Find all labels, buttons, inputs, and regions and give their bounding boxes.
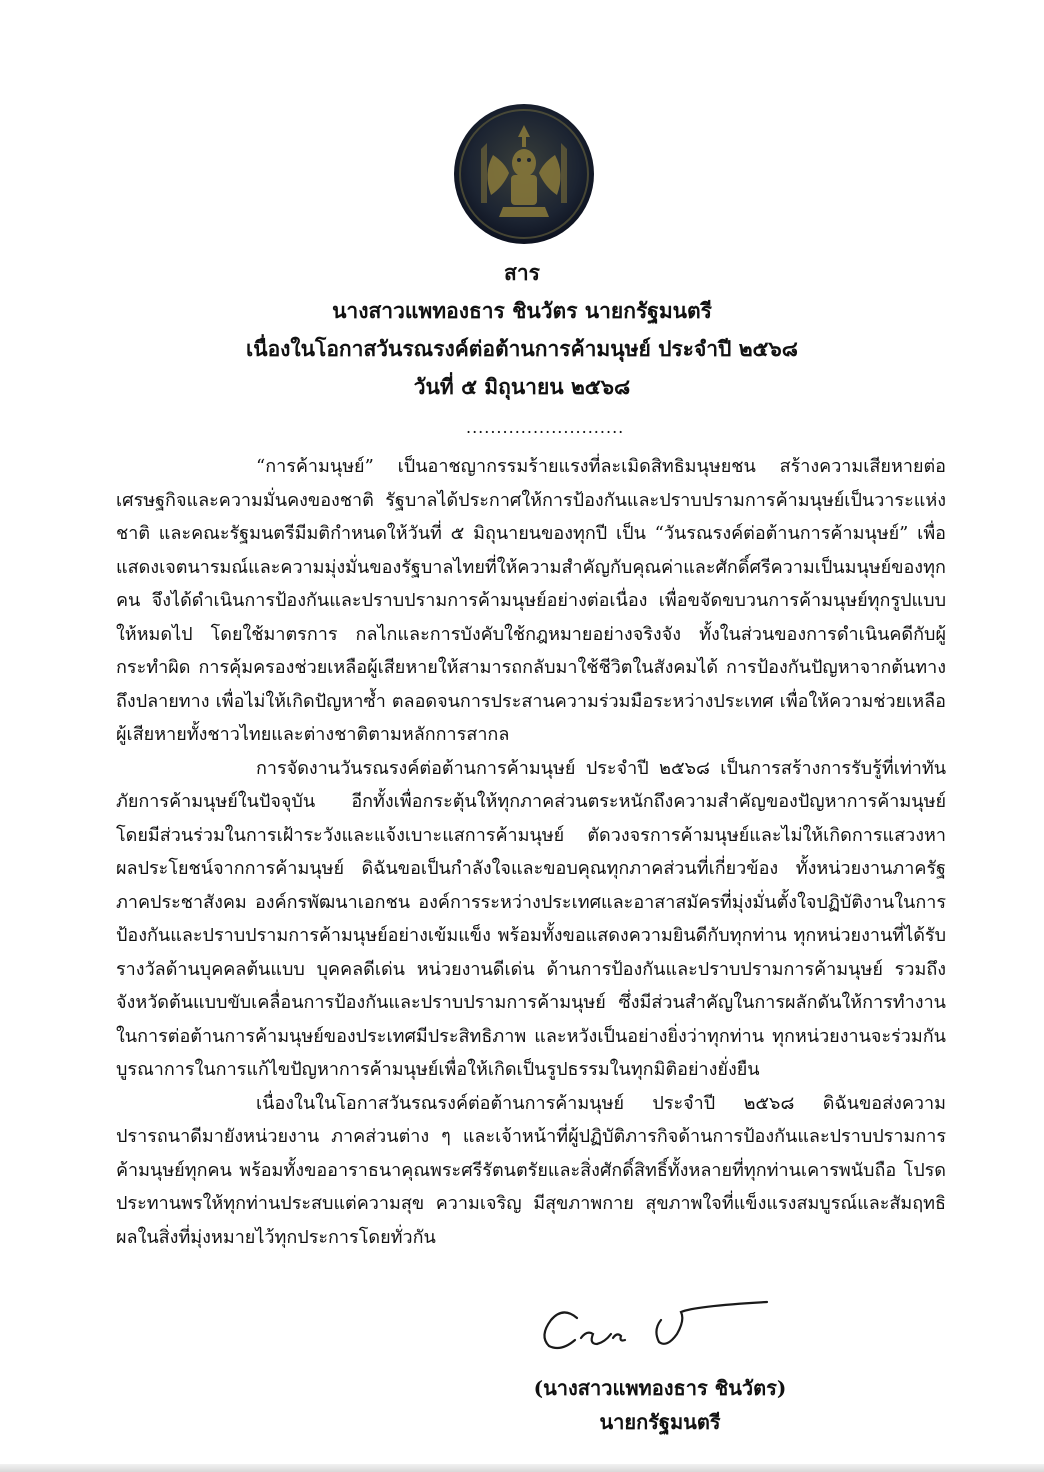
paragraph-text: เนื่องในในโอกาสวันรณรงค์ต่อต้านการค้ามนุษย์ ประจำปี ๒๕๖๘ ดิฉันขอส่งความปรารถนาดีมายังหน่วยงาน ภาคส่วนต่าง ๆ และเจ้าหน้าที่ผู้ปฏิบัติภารกิจด้านการป้องกันและปราบปรามการค้ามนุษย์ทุกคน พร้อมทั้งขออาราธนาคุณพระศรีรัตนตรัยและสิ่งศักดิ์สิทธิ์ทั้งหลายที่ทุกท่านเคารพนับถือ โปรดประทานพรให้ทุกท่านประสบแต่ความสุข ความเจริญ มีสุขภาพกาย สุขภาพใจที่แข็งแรงสมบูรณ์และสัมฤทธิผลในสิ่งที่มุ่งหมายไว้ทุกประการโดยทั่วกัน bbox=[116, 1092, 946, 1248]
paragraph-text: “การค้ามนุษย์” เป็นอาชญากรรมร้ายแรงที่ละเมิดสิทธิมนุษยชน สร้างความเสียหายต่อเศรษฐกิจและความมั่นคงของชาติ รัฐบาลได้ประกาศให้การป้องกันและปราบปรามการค้ามนุษย์เป็นวาระแห่งชาติ และคณะรัฐมนตรีมีมติกำหนดให้วันที่ ๕ มิถุนายนของทุกปี เป็น “วันรณรงค์ต่อต้านการค้ามนุษย์” เพื่อแสดงเจตนารมณ์และความมุ่งมั่นของรัฐบาลไทยที่ให้ความสำคัญกับคุณค่าและศักดิ์ศรีความเป็นมนุษย์ของทุกคน จึงได้ดำเนินการป้องกันและปราบปรามการค้ามนุษย์อย่างต่อเนื่อง เพื่อขจัดขบวนการค้ามนุษย์ทุกรูปแบบให้หมดไป โดยใช้มาตรการ กลไกและการบังคับใช้กฎหมายอย่างจริงจัง ทั้งในส่วนของการดำเนินคดีกับผู้กระทำผิด การคุ้มครองช่วยเหลือผู้เสียหายให้สามารถกลับมาใช้ชีวิตในสังคมได้ การป้องกันปัญหาจากต้นทางถึงปลายทาง เพื่อไม่ให้เกิดปัญหาซ้ำ ตลอดจนการประสานความร่วมมือระหว่างประเทศ เพื่อให้ความช่วยเหลือผู้เสียหายทั้งชาวไทยและต่างชาติตามหลักการสากล bbox=[116, 456, 946, 745]
paragraph-text: การจัดงานวันรณรงค์ต่อต้านการค้ามนุษย์ ประจำปี ๒๕๖๘ เป็นการสร้างการรับรู้ที่เท่าทันภัยการค้ามนุษย์ในปัจจุบัน อีกทั้งเพื่อกระตุ้นให้ทุกภาคส่วนตระหนักถึงความสำคัญของปัญหาการค้ามนุษย์ โดยมีส่วนร่วมในการเฝ้าระวังและแจ้งเบาะแสการค้ามนุษย์ ตัดวงจรการค้ามนุษย์และไม่ให้เกิดการแสวงหาผลประโยชน์จากการค้ามนุษย์ ดิฉันขอเป็นกำลังใจและขอบคุณทุกภาคส่วนที่เกี่ยวข้อง ทั้งหน่วยงานภาครัฐ ภาคประชาสังคม องค์กรพัฒนาเอกชน องค์การระหว่างประเทศและอาสาสมัครที่มุ่งมั่นตั้งใจปฏิบัติงานในการป้องกันและปราบปรามการค้ามนุษย์อย่างเข้มแข็ง พร้อมทั้งขอแสดงความยินดีกับทุกท่าน ทุกหน่วยงานที่ได้รับรางวัลด้านบุคคลต้นแบบ บุคคลดีเด่น หน่วยงานดีเด่น ด้านการป้องกันและปราบปรามการค้ามนุษย์ รวมถึงจังหวัดต้นแบบขับเคลื่อนการป้องกันและปราบปรามการค้ามนุษย์ ซึ่งมีส่วนสำคัญในการผลักดันให้การทำงานในการต่อต้านการค้ามนุษย์ของประเทศมีประสิทธิภาพ และหวังเป็นอย่างยิ่งว่าทุกท่าน ทุกหน่วยงานจะร่วมกันบูรณาการในการแก้ไขปัญหาการค้ามนุษย์เพื่อให้เกิดเป็นรูปธรรมในทุกมิติอย่างยั่งยืน bbox=[116, 757, 946, 1080]
signer-title: นายกรัฐมนตรี bbox=[599, 1410, 721, 1434]
paragraph-3 bbox=[116, 1087, 946, 1255]
royal-seal-icon bbox=[453, 103, 595, 245]
paragraph-2 bbox=[116, 752, 946, 1087]
date-line: วันที่ ๕ มิถุนายน ๒๕๖๘ bbox=[413, 374, 631, 399]
page-bottom-edge bbox=[0, 1464, 1044, 1472]
message-body bbox=[116, 450, 946, 1254]
occasion-line: เนื่องในโอกาสวันรณรงค์ต่อต้านการค้ามนุษย์ ประจำปี ๒๕๖๘ bbox=[246, 336, 798, 361]
signer-name: (นางสาวแพทองธาร ชินวัตร) bbox=[533, 1376, 787, 1400]
paragraph-1 bbox=[116, 450, 946, 752]
signature-icon bbox=[535, 1290, 770, 1360]
document-title: สาร bbox=[504, 260, 540, 285]
separator-dots: .......................... bbox=[466, 418, 625, 437]
author-line: นางสาวแพทองธาร ชินวัตร นายกรัฐมนตรี bbox=[332, 298, 712, 323]
